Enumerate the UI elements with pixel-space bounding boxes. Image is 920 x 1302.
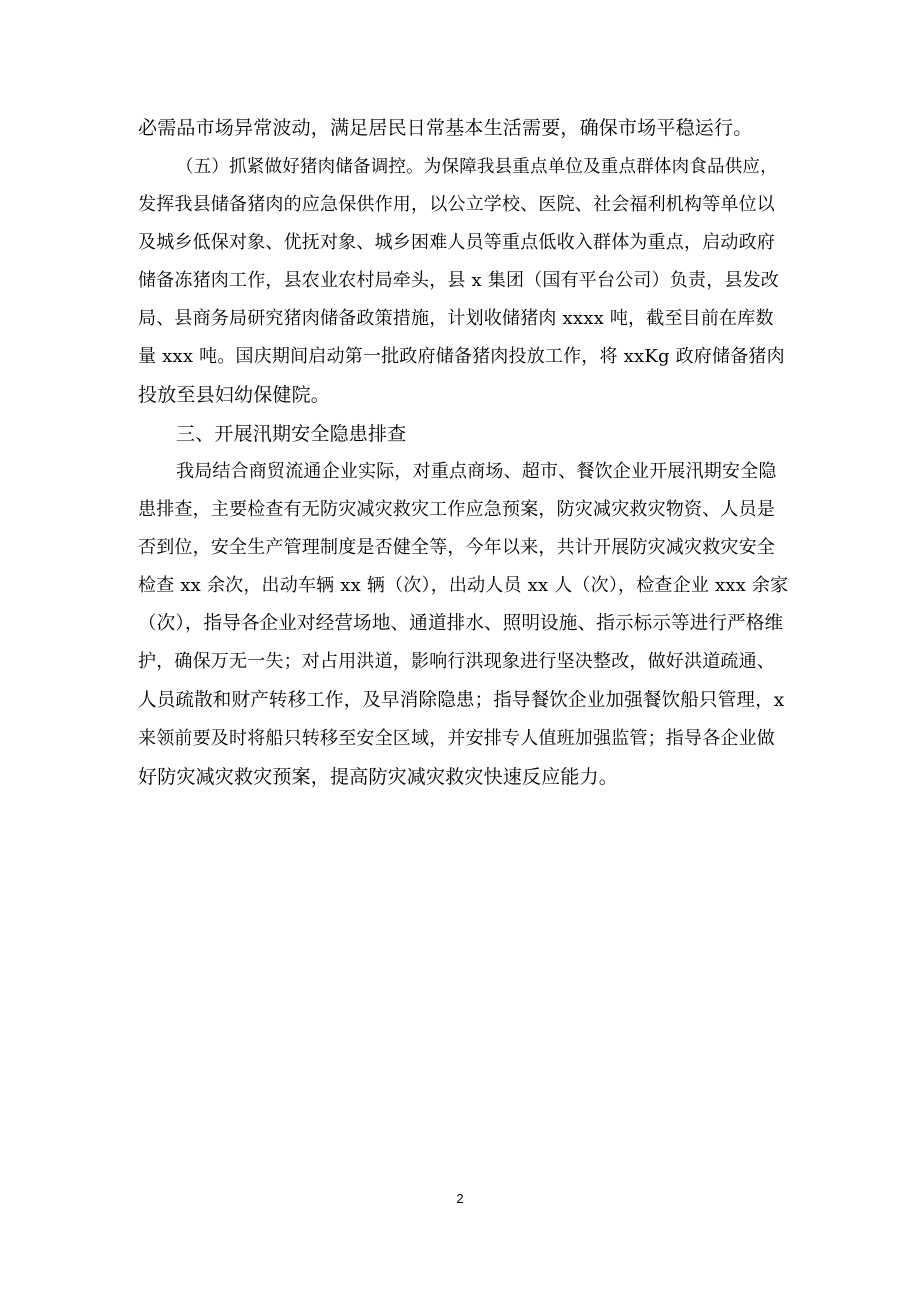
text-line: 我局结合商贸流通企业实际，对重点商场、超市、餐饮企业开展汛期安全隐 [176, 461, 777, 482]
text-line: 量 xxx 吨。国庆期间启动第一批政府储备猪肉投放工作，将 xxKg 政府储备猪肉 [138, 346, 785, 367]
text-line: 储备冻猪肉工作，县农业农村局牵头，县 x 集团（国有平台公司）负责，县发改 [138, 270, 779, 291]
text-line: 局、县商务局研究猪肉储备政策措施，计划收储猪肉 xxxx 吨，截至目前在库数 [138, 308, 774, 329]
section-heading: 三、开展汛期安全隐患排查 [176, 423, 407, 445]
text-line: 人员疏散和财产转移工作，及早消除隐患；指导餐饮企业加强餐饮船只管理，x [138, 690, 785, 711]
text-line: 否到位，安全生产管理制度是否健全等，今年以来，共计开展防灾减灾救灾安全 [138, 537, 775, 558]
paragraph-heading: （五）抓紧做好猪肉储备调控。为保障我县重点单位及重点群体肉食品供应， [176, 157, 778, 177]
text-line: 发挥我县储备猪肉的应急保供作用，以公立学校、医院、社会福利机构等单位以 [138, 194, 775, 215]
text-line: 及城乡低保对象、优抚对象、城乡困难人员等重点低收入群体为重点，启动政府 [138, 232, 775, 253]
text-line: 必需品市场异常波动，满足居民日常基本生活需要，确保市场平稳运行。 [138, 117, 753, 139]
text-line: 检查 xx 余次，出动车辆 xx 辆（次），出动人员 xx 人（次），检查企业 xxx 余家 [138, 575, 789, 596]
text-line: （次），指导各企业对经营场地、通道排水、照明设施、指示标示等进行严格维 [138, 613, 784, 634]
text-line: 患排查，主要检查有无防灾减灾救灾工作应急预案，防灾减灾救灾物资、人员是 [138, 499, 775, 520]
text-line: 护，确保万无一失；对占用洪道，影响行洪现象进行坚决整改，做好洪道疏通、 [138, 651, 775, 672]
text-line: 好防灾减灾救灾预案，提高防灾减灾救灾快速反应能力。 [138, 766, 619, 788]
text-line: 投放至县妇幼保健院。 [138, 384, 331, 406]
text-line: 来领前要及时将船只转移至安全区域，并安排专人值班加强监管；指导各企业做 [138, 728, 775, 749]
page-number: 2 [456, 1191, 464, 1206]
